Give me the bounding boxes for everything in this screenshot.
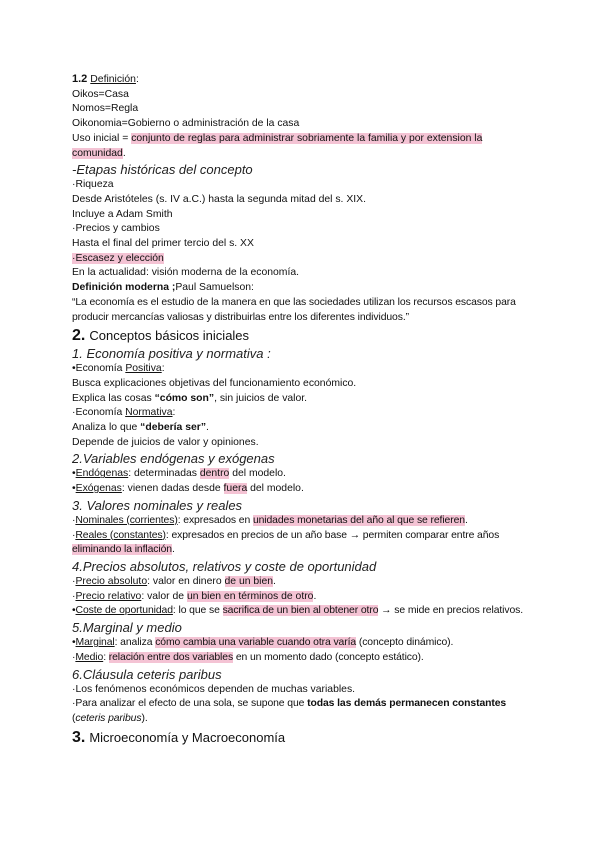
- subheading-ceteris-paribus: 6.Cláusula ceteris paribus: [72, 666, 222, 682]
- exogenas-line: •Exógenas: vienen dadas desde fuera del modelo.: [72, 483, 304, 495]
- reales-line: ·Reales (constantes): expresados en precios de un año base → permiten comparar entre años eliminando la inflación.: [72, 529, 500, 556]
- marginal-line: •Marginal: analiza cómo cambia una variable cuando otra varía (concepto dinámico).: [72, 637, 454, 649]
- etapa-riqueza-note: Incluye a Adam Smith: [72, 208, 173, 220]
- coste-oportunidad-line: •Coste de oportunidad: lo que se sacrifica de un bien al obtener otro → se mide en precios relativos.: [72, 605, 524, 617]
- precio-relativo-line: ·Precio relativo: valor de un bien en términos de otro.: [72, 590, 317, 602]
- normativa-label: ·Economía Normativa:: [72, 407, 176, 419]
- oikos-line: Oikos=Casa: [72, 88, 129, 100]
- samuelson-quote: “La economía es el estudio de la manera en que las sociedades utilizan los recursos escasos para producir mercancías valiosas y distribuirlas entre los diferentes individuos.”: [72, 296, 516, 323]
- highlight: eliminando la inflación: [72, 544, 172, 556]
- highlight: relación entre dos variables: [108, 651, 234, 663]
- normativa-desc-2: Depende de juicios de valor y opiniones.: [72, 436, 259, 448]
- precio-absoluto-line: ·Precio absoluto: valor en dinero de un bien.: [72, 575, 276, 587]
- highlight: cómo cambia una variable cuando otra varía: [155, 637, 357, 649]
- etapa-riqueza: ·Riqueza: [72, 179, 114, 191]
- subheading-precios: 4.Precios absolutos, relativos y coste de oportunidad: [72, 558, 377, 574]
- subheading-endogenas-exogenas: 2.Variables endógenas y exógenas: [72, 451, 275, 467]
- highlight: fuera: [223, 483, 248, 495]
- ceteris-line-2: ·Para analizar el efecto de una sola, se supone que todas las demás permanecen constantes (ceteris paribus).: [72, 698, 507, 724]
- definicion-moderna: Definición moderna ;Paul Samuelson:: [72, 282, 254, 294]
- positiva-label: •Economía Positiva:: [72, 363, 165, 375]
- subheading-positiva-normativa: 1. Economía positiva y normativa :: [72, 346, 271, 362]
- etapa-precios-desc: Hasta el final del primer tercio del s. XX: [72, 238, 254, 250]
- normativa-desc-1: Analiza lo que “debería ser”.: [72, 422, 209, 434]
- highlight: sacrifica de un bien al obtener otro: [222, 605, 379, 617]
- highlight: ·Escasez y elección: [72, 252, 164, 264]
- section-heading-2: 2. Conceptos básicos iniciales: [72, 327, 250, 345]
- document-body: [72, 72, 532, 747]
- subheading-nominales-reales: 3. Valores nominales y reales: [72, 497, 243, 513]
- medio-line: ·Medio: relación entre dos variables en un momento dado (concepto estático).: [72, 651, 424, 663]
- highlight: de un bien: [224, 575, 274, 587]
- etapa-riqueza-desc: Desde Aristóteles (s. IV a.C.) hasta la segunda mitad del s. XIX.: [72, 193, 366, 205]
- endogenas-line: •Endógenas: determinadas dentro del modelo.: [72, 468, 286, 480]
- subheading-marginal-medio: 5.Marginal y medio: [72, 620, 182, 636]
- highlight: un bien en términos de otro: [186, 590, 314, 602]
- section-heading-3: 3. Microeconomía y Macroeconomía: [72, 728, 286, 746]
- etapa-precios: ·Precios y cambios: [72, 223, 160, 235]
- nominales-line: ·Nominales (corrientes): expresados en unidades monetarias del año al que se refieren.: [72, 514, 468, 526]
- etapas-heading: -Etapas históricas del concepto: [72, 162, 253, 178]
- oikonomia-line: Oikonomia=Gobierno o administración de la casa: [72, 118, 300, 130]
- etapa-escasez-desc: En la actualidad: visión moderna de la economía.: [72, 267, 300, 279]
- etapa-escasez: [72, 252, 532, 267]
- positiva-desc-1: Busca explicaciones objetivas del funcionamiento económico.: [72, 377, 357, 389]
- section-heading-1-2: 1.2 Definición:: [72, 73, 139, 85]
- uso-inicial-line: Uso inicial = conjunto de reglas para administrar sobriamente la familia y por extension la comunidad.: [72, 132, 483, 159]
- highlight: dentro: [199, 468, 230, 480]
- highlight: unidades monetarias del año al que se refieren: [252, 514, 465, 526]
- nomos-line: Nomos=Regla: [72, 103, 139, 115]
- ceteris-line-1: ·Los fenómenos económicos dependen de muchas variables.: [72, 683, 356, 695]
- highlight: conjunto de reglas para administrar sobriamente la familia y por extension la comunidad: [72, 132, 483, 159]
- positiva-desc-2: Explica las cosas “cómo son”, sin juicios de valor.: [72, 392, 308, 404]
